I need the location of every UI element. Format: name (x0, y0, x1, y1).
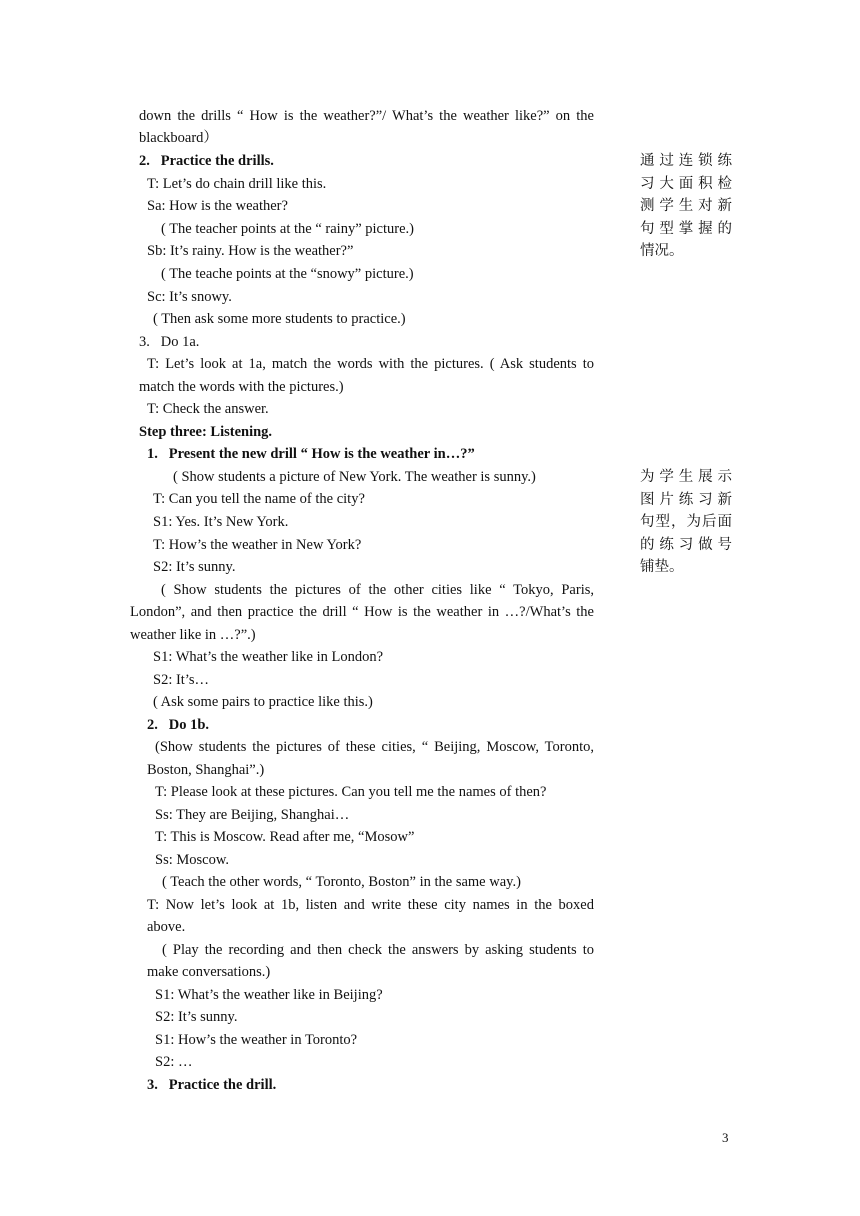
text-line: Boston, Shanghai”.) (147, 762, 265, 778)
text-line: Sc: It’s snowy. (147, 289, 232, 305)
section-heading: 2. Practice the drills. (139, 153, 274, 169)
text-line: ( Teach the other words, “ Toronto, Boston” in the same way.) (162, 874, 521, 890)
text-line: weather like in …?”.) (130, 627, 256, 643)
text-line: S2: It’s sunny. (153, 559, 236, 575)
note-line: 习大面积检 (640, 175, 732, 192)
margin-note-2 (640, 466, 732, 579)
text-line: (Show students the pictures of these cities, “ Beijing, Moscow, Toronto, (155, 739, 594, 755)
text-line: Ss: They are Beijing, Shanghai… (155, 807, 350, 823)
margin-note-1 (640, 150, 732, 263)
text-line: S2: … (155, 1054, 193, 1070)
section-heading: 1. Present the new drill “ How is the weather in…?” (147, 446, 475, 462)
section-heading: 3. Do 1a. (139, 334, 200, 350)
note-line: 句型掌握的 (640, 220, 732, 237)
section-heading: 2. Do 1b. (147, 717, 210, 733)
text-line: ( Show students a picture of New York. The weather is sunny.) (173, 469, 536, 485)
text-line: T: How’s the weather in New York? (153, 537, 362, 553)
text-line: T: Check the answer. (147, 401, 269, 417)
section-heading: 3. Practice the drill. (147, 1077, 277, 1093)
note-line: 的练习做号 (640, 536, 732, 553)
text-line: Sb: It’s rainy. How is the weather?” (147, 243, 354, 259)
note-line: 图片练习新 (640, 491, 732, 508)
text-line: ( The teache points at the “snowy” picture.) (161, 266, 414, 282)
text-line: T: Please look at these pictures. Can you tell me the names of then? (155, 784, 547, 800)
text-line: T: Let’s do chain drill like this. (147, 176, 327, 192)
text-line: above. (147, 919, 186, 935)
note-line: 情况。 (640, 243, 684, 260)
note-line: 为学生展示 (640, 469, 732, 485)
text-line: Ss: Moscow. (155, 852, 229, 868)
text-line: match the words with the pictures.) (139, 379, 344, 395)
text-line: London”, and then practice the drill “ How is the weather in …?/What’s the (130, 604, 594, 620)
text-line: S1: What’s the weather like in Beijing? (155, 987, 383, 1003)
text-line: ( Show students the pictures of the other cities like “ Tokyo, Paris, (161, 582, 594, 598)
text-line: down the drills “ How is the weather?”/ What’s the weather like?” on the (139, 108, 594, 124)
note-line: 铺垫。 (640, 559, 684, 576)
text-line: T: This is Moscow. Read after me, “Mosow” (155, 829, 415, 845)
text-line: ( The teacher points at the “ rainy” picture.) (161, 221, 414, 237)
text-line: S1: How’s the weather in Toronto? (155, 1032, 358, 1048)
text-line: T: Let’s look at 1a, match the words with the pictures. ( Ask students to (147, 356, 594, 372)
text-line: S2: It’s sunny. (155, 1009, 238, 1025)
text-line: ( Then ask some more students to practice.) (153, 311, 406, 327)
note-line: 通过连锁练 (640, 153, 732, 169)
text-line: S1: What’s the weather like in London? (153, 649, 384, 665)
text-line: S1: Yes. It’s New York. (153, 514, 289, 530)
note-line: 句型，为后面 (640, 514, 732, 531)
step-heading: Step three: Listening. (139, 424, 273, 440)
page-number: 3 (722, 1130, 729, 1145)
text-line: Sa: How is the weather? (147, 198, 288, 214)
text-line: make conversations.) (147, 964, 271, 980)
text-line: blackboard） (139, 130, 218, 146)
text-line: T: Now let’s look at 1b, listen and write these city names in the boxed (147, 897, 594, 913)
text-line: ( Play the recording and then check the answers by asking students to (162, 942, 594, 958)
note-line: 测学生对新 (640, 198, 732, 215)
text-line: S2: It’s… (153, 672, 209, 688)
text-line: ( Ask some pairs to practice like this.) (153, 694, 373, 710)
text-line: T: Can you tell the name of the city? (153, 491, 365, 507)
